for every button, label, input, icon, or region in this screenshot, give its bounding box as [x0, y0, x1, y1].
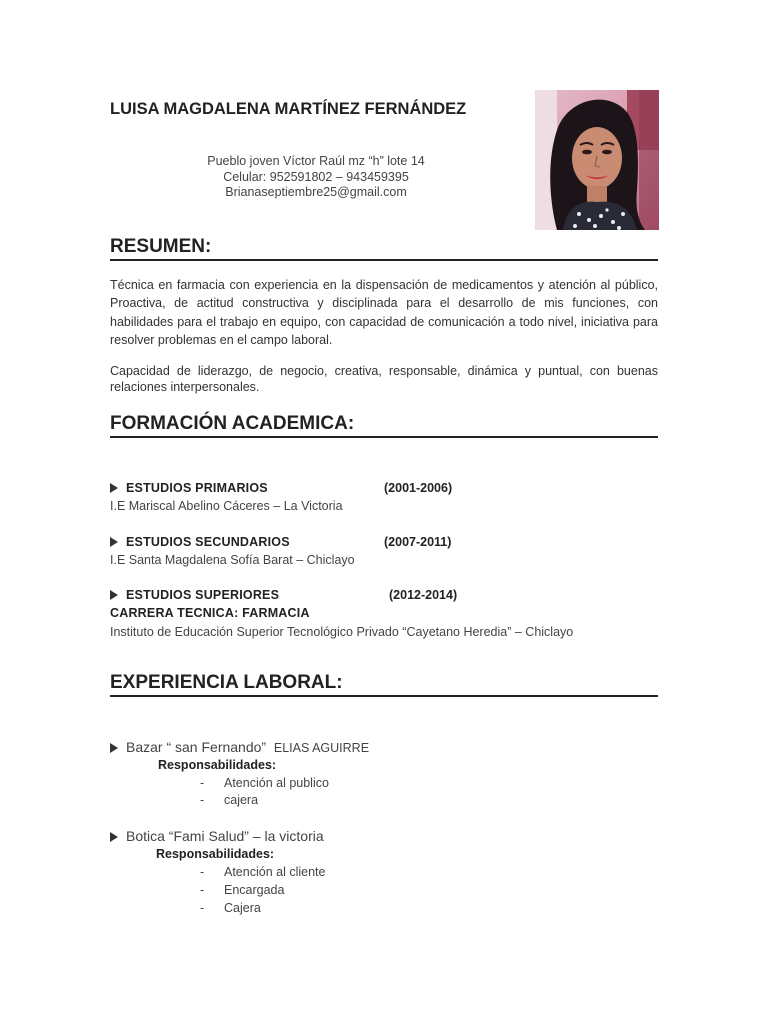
- job-1-duty: - Atención al publico: [200, 776, 329, 790]
- job-2-duty-text: Encargada: [224, 883, 285, 897]
- edu-primary-years: (2001-2006): [384, 481, 453, 495]
- job-1-duty-text: cajera: [224, 793, 259, 807]
- arrow-bullet-icon: [110, 483, 118, 493]
- job-2-place: Botica “Fami Salud” – la victoria: [126, 828, 324, 844]
- resumen-paragraph-1: Técnica en farmacia con experiencia en la dispensación de medicamentos y atención al público, Proactiva, de actitud constructiva y disciplinada para el desarrollo de mis funciones, con habilidades para el trabajo en equipo, con capacidad de comunicación a todo nivel, iniciativa para resolver problemas en el campo laboral.: [110, 278, 658, 348]
- resumen-paragraph-2: Capacidad de liderazgo, de negocio, creativa, responsable, dinámica y puntual, con buenas relaciones interpersonales.: [110, 364, 658, 394]
- profile-photo: [535, 90, 659, 230]
- edu-primary-school: I.E Mariscal Abelino Cáceres – La Victoria: [110, 499, 343, 513]
- arrow-bullet-icon: [110, 832, 118, 842]
- job-1-duty: - cajera: [200, 793, 259, 807]
- edu-secondary-school: I.E Santa Magdalena Sofía Barat – Chiclayo: [110, 553, 355, 567]
- email: Brianaseptiembre25@gmail.com: [225, 185, 407, 199]
- full-name: LUISA MAGDALENA MARTÍNEZ FERNÁNDEZ: [110, 100, 467, 118]
- job-1: [110, 739, 369, 755]
- address: Pueblo joven Víctor Raúl mz “h” lote 14: [207, 154, 425, 168]
- job-2-duty: - Encargada: [200, 883, 285, 897]
- arrow-bullet-icon: [110, 743, 118, 753]
- contact-block: [110, 154, 522, 201]
- job-1-responsibilities-label: Responsabilidades:: [158, 758, 277, 772]
- edu-primary-label: ESTUDIOS PRIMARIOS: [126, 481, 268, 495]
- job-2-duty-text: Atención al cliente: [224, 865, 326, 879]
- edu-higher-career: CARRERA TECNICA: FARMACIA: [110, 606, 310, 620]
- job-1-duty-text: Atención al publico: [224, 776, 329, 790]
- edu-secondary-years: (2007-2011): [384, 535, 452, 549]
- edu-secondary-label: ESTUDIOS SECUNDARIOS: [126, 535, 290, 549]
- section-title-formacion: FORMACIÓN ACADEMICA:: [110, 413, 658, 438]
- phone: Celular: 952591802 – 943459395: [223, 169, 409, 184]
- arrow-bullet-icon: [110, 537, 118, 547]
- job-2-duty-text: Cajera: [224, 901, 261, 915]
- job-1-place: Bazar “ san Fernando”: [126, 739, 267, 755]
- edu-secondary-heading: [110, 535, 290, 549]
- edu-higher-heading: [110, 588, 279, 602]
- job-2-duty: - Atención al cliente: [200, 865, 326, 879]
- edu-primary-heading: [110, 481, 268, 495]
- job-2: [110, 828, 324, 844]
- job-2-responsibilities-label: Responsabilidades:: [156, 847, 275, 861]
- edu-higher-years: (2012-2014): [389, 588, 458, 602]
- edu-higher-school: Instituto de Educación Superior Tecnológico Privado “Cayetano Heredia” – Chiclayo: [110, 625, 574, 639]
- section-title-experiencia: EXPERIENCIA LABORAL:: [110, 672, 658, 697]
- job-1-owner: ELIAS AGUIRRE: [273, 741, 370, 755]
- arrow-bullet-icon: [110, 590, 118, 600]
- job-2-duty: - Cajera: [200, 901, 261, 915]
- section-title-resumen: RESUMEN:: [110, 236, 658, 261]
- edu-higher-label: ESTUDIOS SUPERIORES: [126, 588, 280, 602]
